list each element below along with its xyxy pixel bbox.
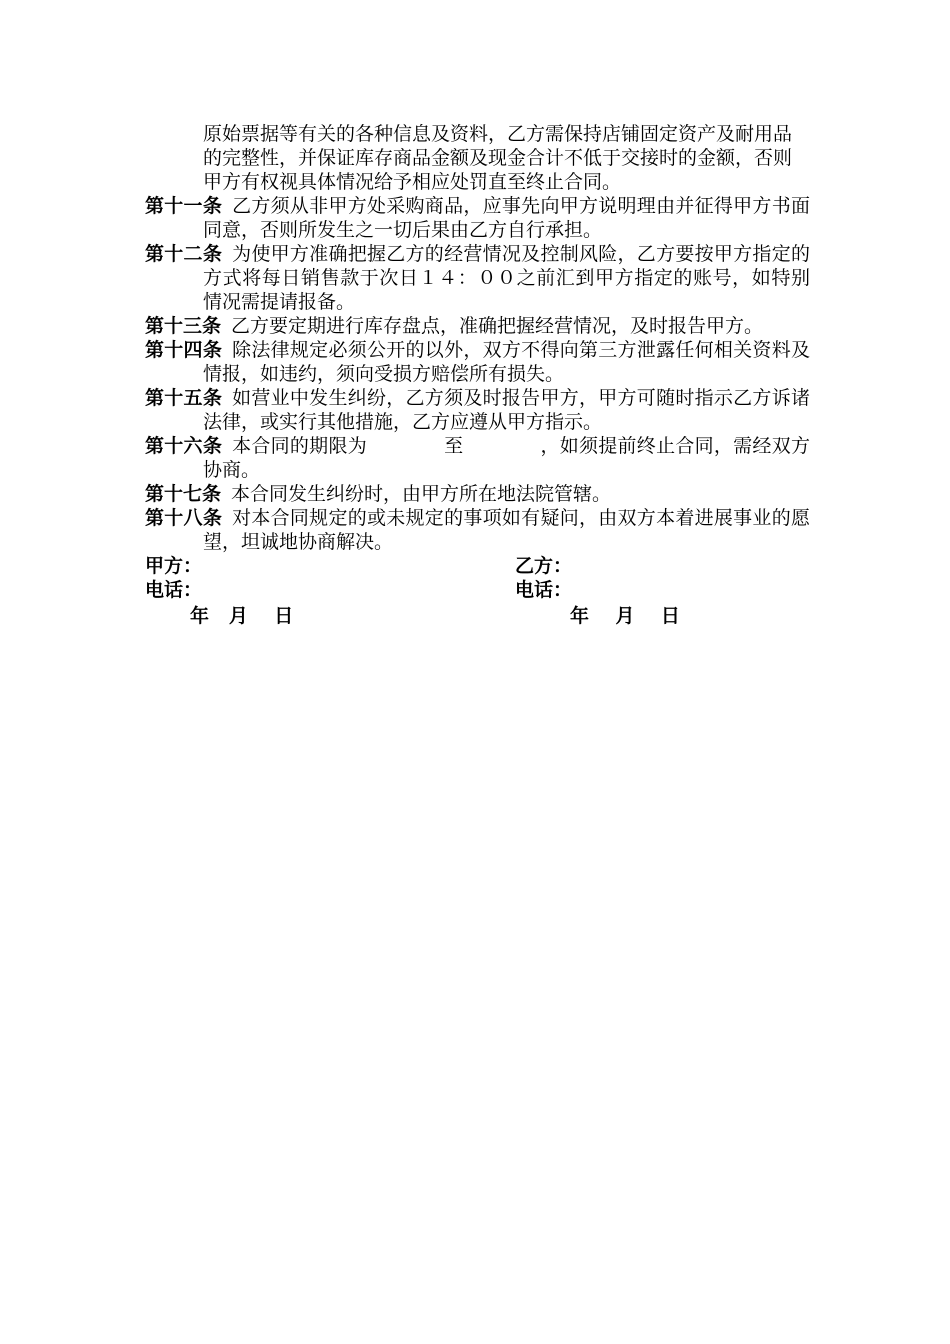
article-list bbox=[145, 194, 810, 554]
article-text: 本合同发生纠纷时，由甲方所在地法院管辖。 bbox=[231, 483, 612, 505]
article-item bbox=[145, 386, 810, 434]
article-number: 第十三条 bbox=[145, 315, 222, 337]
article-text: 对本合同规定的或未规定的事项如有疑问，由双方本着进展事业的愿望，坦诚地协商解决。 bbox=[203, 507, 810, 553]
party-b-label: 乙方： bbox=[515, 555, 573, 577]
continuation-paragraph: 原始票据等有关的各种信息及资料，乙方需保持店铺固定资产及耐用品的完整性，并保证库存商品金额及现金合计不低于交接时的金额，否则甲方有权视具体情况给予相应处罚直至终止合同。 bbox=[203, 123, 793, 193]
article-number: 第十七条 bbox=[145, 483, 222, 505]
article-number: 第十八条 bbox=[145, 507, 223, 529]
article-number: 第十二条 bbox=[145, 243, 223, 265]
article-item bbox=[145, 338, 810, 386]
article-text: 乙方要定期进行库存盘点，准确把握经营情况，及时报告甲方。 bbox=[231, 315, 764, 337]
contract-page bbox=[145, 122, 810, 628]
article-item bbox=[145, 434, 810, 482]
article-item bbox=[145, 314, 810, 338]
article-text: 如营业中发生纠纷，乙方须及时报告甲方，甲方可随时指示乙方诉诸法律，或实行其他措施，乙方应遵从甲方指示。 bbox=[203, 387, 810, 433]
article-item bbox=[145, 242, 810, 314]
phone-b-label: 电话： bbox=[515, 579, 573, 601]
article-number: 第十六条 bbox=[145, 435, 223, 457]
article-number: 第十五条 bbox=[145, 387, 223, 409]
party-a-label: 甲方： bbox=[145, 555, 203, 577]
article-item bbox=[145, 482, 810, 506]
article-text: 为使甲方准确把握乙方的经营情况及控制风险，乙方要按甲方指定的方式将每日销售款于次日１４：００之前汇到甲方指定的账号，如特别情况需提请报备。 bbox=[203, 243, 810, 313]
date-a: 年 月 日 bbox=[190, 605, 294, 627]
article-text: 乙方须从非甲方处采购商品，应事先向甲方说明理由并征得甲方书面同意，否则所发生之一切后果由乙方自行承担。 bbox=[203, 195, 810, 241]
article-item bbox=[145, 506, 810, 554]
date-row bbox=[145, 602, 810, 628]
article-number: 第十一条 bbox=[145, 195, 223, 217]
date-b: 年 月 日 bbox=[570, 605, 680, 627]
phone-a-label: 电话： bbox=[145, 579, 203, 601]
article-item bbox=[145, 194, 810, 242]
party-row bbox=[145, 554, 810, 578]
article-text: 除法律规定必须公开的以外，双方不得向第三方泄露任何相关资料及情报，如违约，须向受损方赔偿所有损失。 bbox=[203, 339, 810, 385]
phone-row bbox=[145, 578, 810, 602]
article-number: 第十四条 bbox=[145, 339, 223, 361]
article-text: 本合同的期限为 至 ，如须提前终止合同，需经双方协商。 bbox=[203, 435, 810, 481]
